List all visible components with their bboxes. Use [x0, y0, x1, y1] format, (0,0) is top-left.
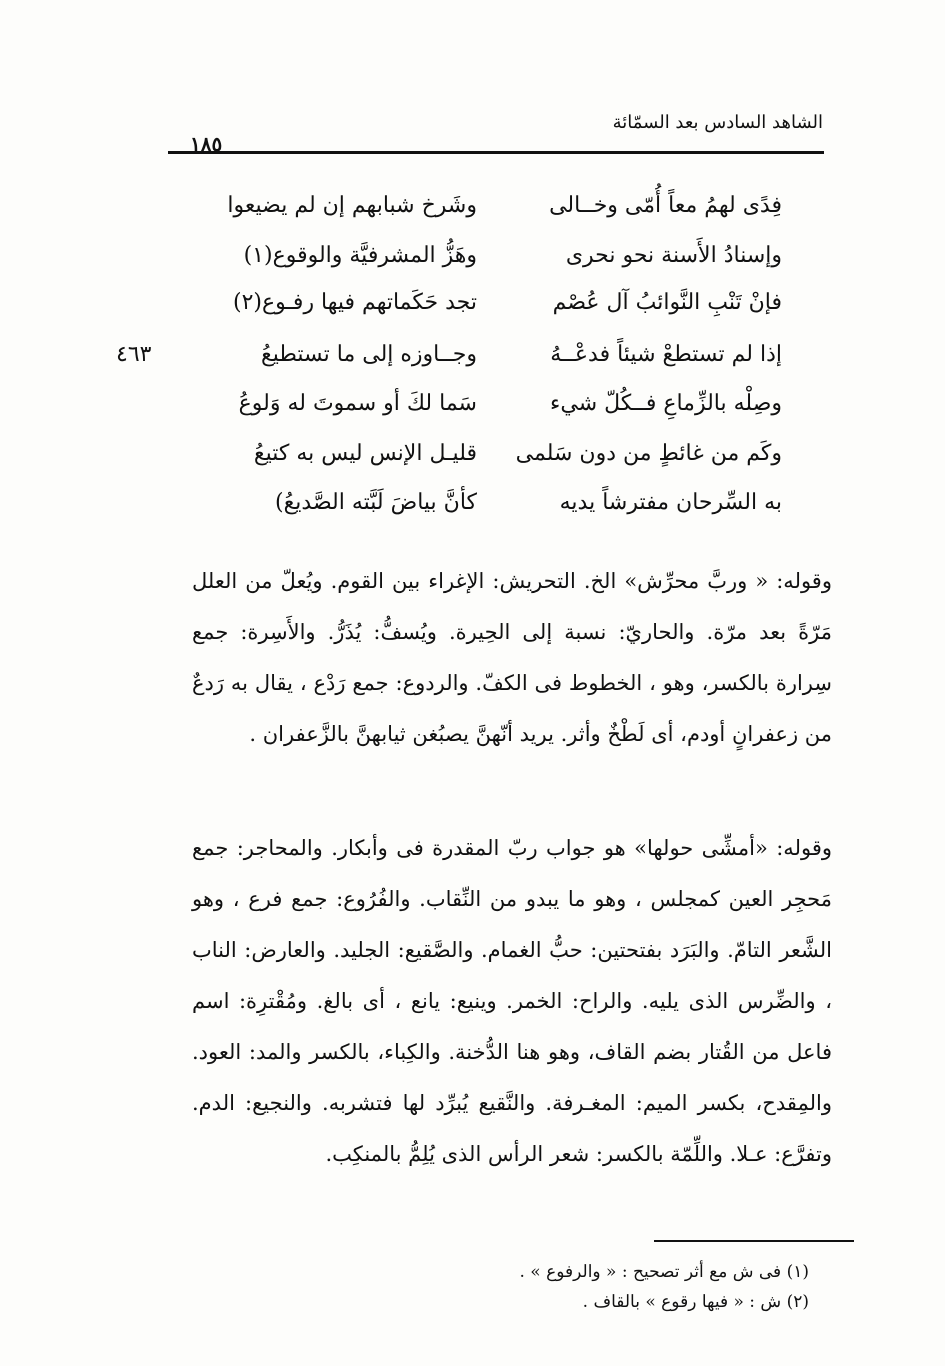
footnote-2: (٢) ش : « فيها رقوع » بالقاف . [582, 1292, 809, 1312]
verse-hemistich-left: وجــاوزه إلى ما تستطيعُ [261, 342, 477, 367]
verse-hemistich-left: سَما لكَ أو سموتَ له وَلوعُ [238, 391, 477, 416]
verse-hemistich-left: تجد حَكَماتهم فيها رفـوع(٢) [232, 290, 477, 315]
verse-hemistich-right: به السِّرحان مفترشاً يديه [559, 490, 782, 515]
running-header-title: الشاهد السادس بعد السمّائة [612, 112, 823, 133]
verse-hemistich-right: فإنْ تَنْبِ النَّوائبُ آل عُصْم [552, 290, 782, 315]
paragraph-text: وقوله: « وربَّ محرِّش» الخ. التحريش: الإغراء بين القوم. ويُعلّ من العلل مَرّةً بعد مرّة. والحاريّ: نسبة إلى الحِيرة. ويُسفُّ: يُذَرُّ. والأَسِرة: جمع سِرارة بالكسر، وهو ، الخطوط فى الكفّ. والردوع: جمع رَدْع ، يقال به رَدعٌ من زعفرانٍ أودم، أى لَطْخٌ وأثر. يريد أنّهنَّ يصبُغن ثيابهنَّ بالزَّعفران . [192, 569, 832, 746]
verse-hemistich-right: وصِلْه بالزِّماعِ فــكُلّ شيء [550, 391, 782, 416]
verse-hemistich-right: فِدًى لهمُ معاً أُمّى وخــالى [549, 193, 782, 218]
verse-hemistich-right: وكَم من غائطٍ من دون سَلمى [515, 441, 782, 466]
commentary-paragraph-2 [192, 823, 832, 1180]
header-divider [168, 151, 824, 154]
verse-hemistich-right: وإسنادُ الأَسنة نحو نحرى [565, 243, 782, 268]
verse-hemistich-left: وهَزُّ المشرفيَّة والوقوع(١) [243, 243, 477, 268]
page-number: ١٨٥ [190, 132, 223, 156]
verse-hemistich-right: إذا لم تستطعْ شيئاً فدعْــهُ [550, 342, 782, 367]
verse-hemistich-left: كأنَّ بياضَ لَبَّته الصَّديعُ) [274, 490, 477, 515]
commentary-paragraph-1 [192, 556, 832, 760]
paragraph-text: وقوله: «أمشِّى حولها» هو جواب ربّ المقدرة فى وأبكار. والمحاجر: جمع مَحجِر العين كمجلس ، وهو ما يبدو من النِّقاب. والفُرُوع: جمع فرع ، وهو الشَّعر التامّ. والبَرَد بفتحتين: حبُّ الغمام. والصَّقيع: الجليد. والعارض: الناب ، والضِّرس الذى يليه. والراح: الخمر. وينيع: يانع ، أى بالغ. ومُقْترِة: اسم فاعل من القُتار بضم القاف، وهو هنا الدُّخنة. والكِباء، بالكسر والمد: العود. والمِقدح، بكسر الميم: المغـرفة. والنَّقيع يُبرِّد لها فتشربه. والنجيع: الدم. وتفرَّع: عـلا. واللِّمّة بالكسر: شعر الرأس الذى يُلِمُّ بالمنكِب. [192, 836, 832, 1166]
verse-hemistich-left: قليـل الإنس ليس به كتيعُ [253, 441, 477, 466]
verse-hemistich-left: وشَرخ شبابهم إن لم يضيعوا [227, 193, 477, 218]
footnote-divider [654, 1240, 854, 1242]
margin-number: ٤٦٣ [116, 342, 152, 367]
footnote-1: (١) فى ش مع أثر تصحيح : « والرفوع » . [519, 1262, 809, 1282]
